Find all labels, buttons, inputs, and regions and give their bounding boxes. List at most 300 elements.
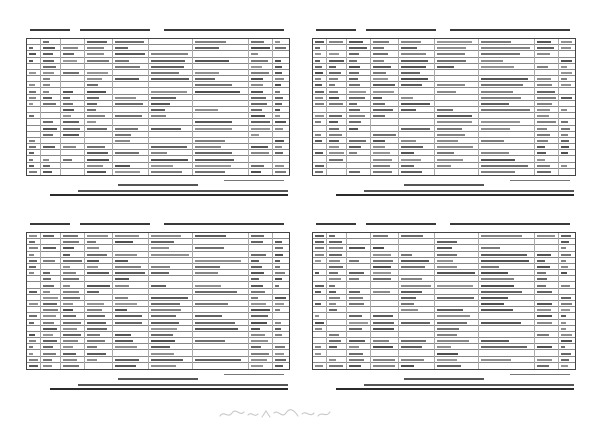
table-cell-text xyxy=(329,97,339,99)
table-cell-text xyxy=(401,128,430,130)
table-cell-text xyxy=(275,41,280,43)
table-cell-text xyxy=(401,165,414,167)
table-column-rule xyxy=(370,233,371,369)
table-cell-text xyxy=(195,272,218,274)
table-cell-text xyxy=(329,140,339,142)
table-cell-text xyxy=(63,159,72,161)
header-text-line xyxy=(50,194,288,196)
header-text-line xyxy=(336,388,574,390)
table-cell-text xyxy=(29,60,33,62)
table-cell-text xyxy=(373,365,395,367)
table-row-rule xyxy=(27,143,289,144)
table-column-rule xyxy=(84,233,85,369)
table-cell-text xyxy=(315,315,319,317)
table-column-rule xyxy=(434,233,435,369)
table-cell-text xyxy=(87,235,108,237)
table-cell-text xyxy=(315,97,323,99)
table-cell-text xyxy=(43,297,58,299)
table-cell-text xyxy=(43,235,54,237)
table-row-rule xyxy=(27,155,289,156)
table-column-rule xyxy=(326,233,327,369)
table-cell-text xyxy=(87,241,96,243)
header-text-line xyxy=(404,185,484,187)
table-cell-text xyxy=(29,53,36,55)
table-cell-text xyxy=(63,254,70,256)
table-cell-text xyxy=(43,171,52,173)
table-cell-text xyxy=(115,134,131,136)
table-row-rule xyxy=(313,343,575,344)
table-cell-text xyxy=(29,140,35,142)
table-cell-text xyxy=(251,241,263,243)
table-cell-text xyxy=(481,272,508,274)
table-cell-text xyxy=(329,241,342,243)
table-column-rule xyxy=(148,39,149,175)
table-cell-text xyxy=(275,346,285,348)
table-cell-text xyxy=(373,60,384,62)
table-cell-text xyxy=(115,47,128,49)
table-row-rule xyxy=(27,244,289,245)
table-cell-text xyxy=(373,278,391,280)
table-cell-text xyxy=(437,247,452,249)
table-cell-text xyxy=(63,241,79,243)
table-cell-text xyxy=(437,134,465,136)
table-cell-text xyxy=(349,91,366,93)
table-cell-text xyxy=(329,365,343,367)
table-row-rule xyxy=(313,87,575,88)
table-cell-text xyxy=(29,266,36,268)
table-cell-text xyxy=(437,309,463,311)
table-row-rule xyxy=(27,168,289,169)
table-cell-text xyxy=(251,78,263,80)
table-cell-text xyxy=(251,66,262,68)
table-cell-text xyxy=(437,328,459,330)
table-row-rule xyxy=(313,288,575,289)
header-text-line xyxy=(78,385,288,387)
table-cell-text xyxy=(275,303,284,305)
table-cell-text xyxy=(561,121,568,123)
form-top-right xyxy=(310,20,578,198)
table-cell-text xyxy=(373,359,395,361)
table-cell-text xyxy=(329,78,338,80)
table-cell-text xyxy=(437,315,470,317)
table-cell-text xyxy=(537,140,548,142)
table-cell-text xyxy=(537,146,545,148)
table-row-rule xyxy=(27,337,289,338)
table-cell-text xyxy=(437,165,451,167)
table-cell-text xyxy=(87,340,105,342)
table-cell-text xyxy=(537,165,550,167)
table-cell-text xyxy=(537,235,555,237)
table-cell-text xyxy=(251,365,263,367)
table-cell-text xyxy=(87,309,102,311)
footer-text-line xyxy=(366,30,436,32)
table-cell-text xyxy=(195,60,229,62)
table-cell-text xyxy=(349,109,360,111)
table-cell-text xyxy=(151,346,170,348)
table-cell-text xyxy=(373,152,390,154)
table-cell-text xyxy=(251,303,266,305)
table-cell-text xyxy=(251,60,268,62)
table-cell-text xyxy=(481,121,520,123)
table-cell-text xyxy=(29,152,34,154)
header-text-line xyxy=(364,191,574,193)
table-cell-text xyxy=(251,109,262,111)
table-row-rule xyxy=(313,69,575,70)
form-bottom-left xyxy=(24,214,292,392)
table-cell-text xyxy=(401,254,412,256)
table-cell-text xyxy=(87,328,107,330)
table-cell-text xyxy=(537,47,554,49)
table-row-rule xyxy=(313,263,575,264)
table-cell-text xyxy=(87,359,97,361)
table-cell-text xyxy=(29,254,34,256)
table-cell-text xyxy=(87,121,96,123)
table-cell-text xyxy=(87,72,108,74)
table-cell-text xyxy=(561,353,571,355)
table-cell-text xyxy=(43,260,55,262)
table-cell-text xyxy=(401,291,422,293)
table-row-rule xyxy=(27,275,289,276)
table-cell-text xyxy=(561,152,568,154)
table-cell-text xyxy=(115,359,139,361)
table-cell-text xyxy=(195,266,220,268)
table-cell-text xyxy=(481,78,528,80)
table-cell-text xyxy=(561,247,566,249)
table-cell-text xyxy=(349,53,359,55)
table-cell-text xyxy=(63,247,74,249)
table-cell-text xyxy=(115,346,137,348)
table-cell-text xyxy=(195,72,219,74)
table-row-rule xyxy=(313,125,575,126)
table-cell-text xyxy=(373,53,388,55)
table-cell-text xyxy=(315,365,323,367)
footer-text-line xyxy=(450,30,570,32)
table-row-rule xyxy=(313,251,575,252)
table-cell-text xyxy=(349,171,360,173)
table-cell-text xyxy=(275,91,280,93)
table-cell-text xyxy=(561,340,572,342)
table-cell-text xyxy=(329,128,339,130)
table-cell-text xyxy=(315,171,323,173)
table-cell-text xyxy=(561,315,566,317)
table-cell-text xyxy=(315,66,322,68)
header-text-line xyxy=(364,385,574,387)
table-cell-text xyxy=(63,109,74,111)
table-cell-text xyxy=(87,353,106,355)
table-cell-text xyxy=(251,309,270,311)
table-cell-text xyxy=(349,41,363,43)
table-cell-text xyxy=(481,97,521,99)
table-column-rule xyxy=(60,233,61,369)
table-cell-text xyxy=(481,47,530,49)
table-cell-text xyxy=(401,47,417,49)
table-cell-text xyxy=(401,60,428,62)
table-cell-text xyxy=(329,247,343,249)
table-cell-text xyxy=(63,297,80,299)
table-column-rule xyxy=(326,39,327,175)
table-cell-text xyxy=(43,128,57,130)
table-cell-text xyxy=(349,340,365,342)
table-cell-text xyxy=(373,72,386,74)
footer-text-line xyxy=(80,30,150,32)
table-cell-text xyxy=(349,365,361,367)
table-cell-text xyxy=(87,47,104,49)
table-cell-text xyxy=(373,254,391,256)
table-cell-text xyxy=(329,41,343,43)
table-cell-text xyxy=(63,272,76,274)
table-cell-text xyxy=(481,60,503,62)
table-row-rule xyxy=(27,69,289,70)
table-cell-text xyxy=(275,353,284,355)
table-row-rule xyxy=(27,131,289,132)
table-cell-text xyxy=(329,72,341,74)
table-cell-text xyxy=(275,115,280,117)
table-row-rule xyxy=(313,319,575,320)
table-cell-text xyxy=(329,285,335,287)
table-row-rule xyxy=(313,238,575,239)
table-cell-text xyxy=(275,334,282,336)
table-cell-text xyxy=(87,97,99,99)
table-cell-text xyxy=(275,60,281,62)
table-cell-text xyxy=(195,165,231,167)
table-cell-text xyxy=(63,103,73,105)
table-cell-text xyxy=(43,272,50,274)
table-cell-text xyxy=(151,146,187,148)
table-cell-text xyxy=(115,140,130,142)
table-cell-text xyxy=(43,60,54,62)
table-cell-text xyxy=(115,60,129,62)
table-cell-text xyxy=(195,328,238,330)
table-cell-text xyxy=(561,78,567,80)
table-cell-text xyxy=(251,353,269,355)
table-cell-text xyxy=(481,159,515,161)
table-cell-text xyxy=(373,97,382,99)
table-column-rule xyxy=(272,39,273,175)
table-cell-text xyxy=(401,266,425,268)
header-text-line xyxy=(118,379,198,381)
table-row-rule xyxy=(27,75,289,76)
table-cell-text xyxy=(349,297,363,299)
table-column-rule xyxy=(40,233,41,369)
table-cell-text xyxy=(315,41,324,43)
table-cell-text xyxy=(401,97,413,99)
table-cell-text xyxy=(251,128,270,130)
table-cell-text xyxy=(537,84,552,86)
table-cell-text xyxy=(115,171,140,173)
table-cell-text xyxy=(561,309,570,311)
table-cell-text xyxy=(251,346,261,348)
table-cell-text xyxy=(195,109,218,111)
table-cell-text xyxy=(329,134,342,136)
table-cell-text xyxy=(315,84,322,86)
table-cell-text xyxy=(373,66,391,68)
table-column-rule xyxy=(60,39,61,175)
table-cell-text xyxy=(537,260,545,262)
table-row-rule xyxy=(27,100,289,101)
table-column-rule xyxy=(398,39,399,175)
table-cell-text xyxy=(63,309,73,311)
table-cell-text xyxy=(43,53,53,55)
table-cell-text xyxy=(537,291,552,293)
table-cell-text xyxy=(373,109,393,111)
table-cell-text xyxy=(401,278,422,280)
table-cell-text xyxy=(151,235,181,237)
table-cell-text xyxy=(329,340,341,342)
table-cell-text xyxy=(373,165,390,167)
table-cell-text xyxy=(29,340,36,342)
table-cell-text xyxy=(373,159,392,161)
table-cell-text xyxy=(43,103,56,105)
table-cell-text xyxy=(481,266,499,268)
table-cell-text xyxy=(437,260,453,262)
table-cell-text xyxy=(275,128,283,130)
table-cell-text xyxy=(195,121,232,123)
table-cell-text xyxy=(401,297,416,299)
table-cell-text xyxy=(43,303,57,305)
table-cell-text xyxy=(315,346,321,348)
table-cell-text xyxy=(481,66,514,68)
table-cell-text xyxy=(43,309,58,311)
table-cell-text xyxy=(43,91,49,93)
table-cell-text xyxy=(29,353,33,355)
table-cell-text xyxy=(561,359,569,361)
table-cell-text xyxy=(251,278,259,280)
table-cell-text xyxy=(537,334,549,336)
table-cell-text xyxy=(151,309,181,311)
table-cell-text xyxy=(275,109,280,111)
table-cell-text xyxy=(63,334,81,336)
table-cell-text xyxy=(561,47,571,49)
table-cell-text xyxy=(373,47,384,49)
table-cell-text xyxy=(481,41,511,43)
table-cell-text xyxy=(251,152,269,154)
table-column-rule xyxy=(272,233,273,369)
footer-text-line xyxy=(366,224,436,226)
table-cell-text xyxy=(275,121,286,123)
table-cell-text xyxy=(251,340,268,342)
table-cell-text xyxy=(561,328,566,330)
table-cell-text xyxy=(349,152,357,154)
table-cell-text xyxy=(373,346,393,348)
table-column-rule xyxy=(40,39,41,175)
table-cell-text xyxy=(329,53,339,55)
table-cell-text xyxy=(43,72,54,74)
table-cell-text xyxy=(349,353,363,355)
table-cell-text xyxy=(251,334,265,336)
table-cell-text xyxy=(481,103,509,105)
table-cell-text xyxy=(481,171,515,173)
table-cell-text xyxy=(63,53,74,55)
table-cell-text xyxy=(561,134,568,136)
table-cell-text xyxy=(195,140,225,142)
table-cell-text xyxy=(275,152,283,154)
table-cell-text xyxy=(561,84,571,86)
table-cell-text xyxy=(315,115,324,117)
table-row-rule xyxy=(313,306,575,307)
table-cell-text xyxy=(561,297,571,299)
table-row-rule xyxy=(313,63,575,64)
table-cell-text xyxy=(561,146,569,148)
table-cell-text xyxy=(481,309,513,311)
table-cell-text xyxy=(63,260,82,262)
table-row-rule xyxy=(313,143,575,144)
table-cell-text xyxy=(29,322,34,324)
table-row-rule xyxy=(27,162,289,163)
table-cell-text xyxy=(329,303,336,305)
table-cell-text xyxy=(437,334,457,336)
table-cell-text xyxy=(437,241,457,243)
table-cell-text xyxy=(195,41,226,43)
table-row-rule xyxy=(27,149,289,150)
table-cell-text xyxy=(561,97,572,99)
table-row-rule xyxy=(27,238,289,239)
table-cell-text xyxy=(315,91,324,93)
table-cell-text xyxy=(29,346,33,348)
table-cell-text xyxy=(561,60,572,62)
table-column-rule xyxy=(112,233,113,369)
table-row-rule xyxy=(27,50,289,51)
table-cell-text xyxy=(195,340,225,342)
table-cell-text xyxy=(115,103,143,105)
table-cell-text xyxy=(537,272,546,274)
table-cell-text xyxy=(87,53,104,55)
table-cell-text xyxy=(43,285,54,287)
table-cell-text xyxy=(481,260,529,262)
table-cell-text xyxy=(63,340,78,342)
table-cell-text xyxy=(437,84,465,86)
table-cell-text xyxy=(251,260,259,262)
register-table xyxy=(312,38,576,176)
table-cell-text xyxy=(43,66,56,68)
table-row-rule xyxy=(313,106,575,107)
table-cell-text xyxy=(29,171,37,173)
table-cell-text xyxy=(329,346,337,348)
table-cell-text xyxy=(63,60,77,62)
table-cell-text xyxy=(275,103,282,105)
table-cell-text xyxy=(537,266,550,268)
table-cell-text xyxy=(315,285,324,287)
table-cell-text xyxy=(373,322,394,324)
table-cell-text xyxy=(329,297,340,299)
table-cell-text xyxy=(537,309,551,311)
table-column-rule xyxy=(192,39,193,175)
table-row-rule xyxy=(313,362,575,363)
table-cell-text xyxy=(87,78,102,80)
table-cell-text xyxy=(29,165,34,167)
table-cell-text xyxy=(373,103,385,105)
form-bottom-right xyxy=(310,214,578,392)
table-cell-text xyxy=(561,165,567,167)
table-cell-text xyxy=(251,53,258,55)
table-cell-text xyxy=(329,334,339,336)
table-cell-text xyxy=(115,278,129,280)
form-header xyxy=(310,368,578,392)
table-cell-text xyxy=(251,235,264,237)
table-column-rule xyxy=(248,39,249,175)
table-column-rule xyxy=(478,233,479,369)
table-cell-text xyxy=(43,291,50,293)
table-cell-text xyxy=(63,365,79,367)
table-column-rule xyxy=(370,39,371,175)
table-row-rule xyxy=(313,331,575,332)
table-cell-text xyxy=(315,328,322,330)
table-cell-text xyxy=(275,322,281,324)
table-cell-text xyxy=(437,322,467,324)
table-cell-text xyxy=(151,103,170,105)
header-text-line xyxy=(50,388,288,390)
table-cell-text xyxy=(29,241,35,243)
table-cell-text xyxy=(275,272,285,274)
